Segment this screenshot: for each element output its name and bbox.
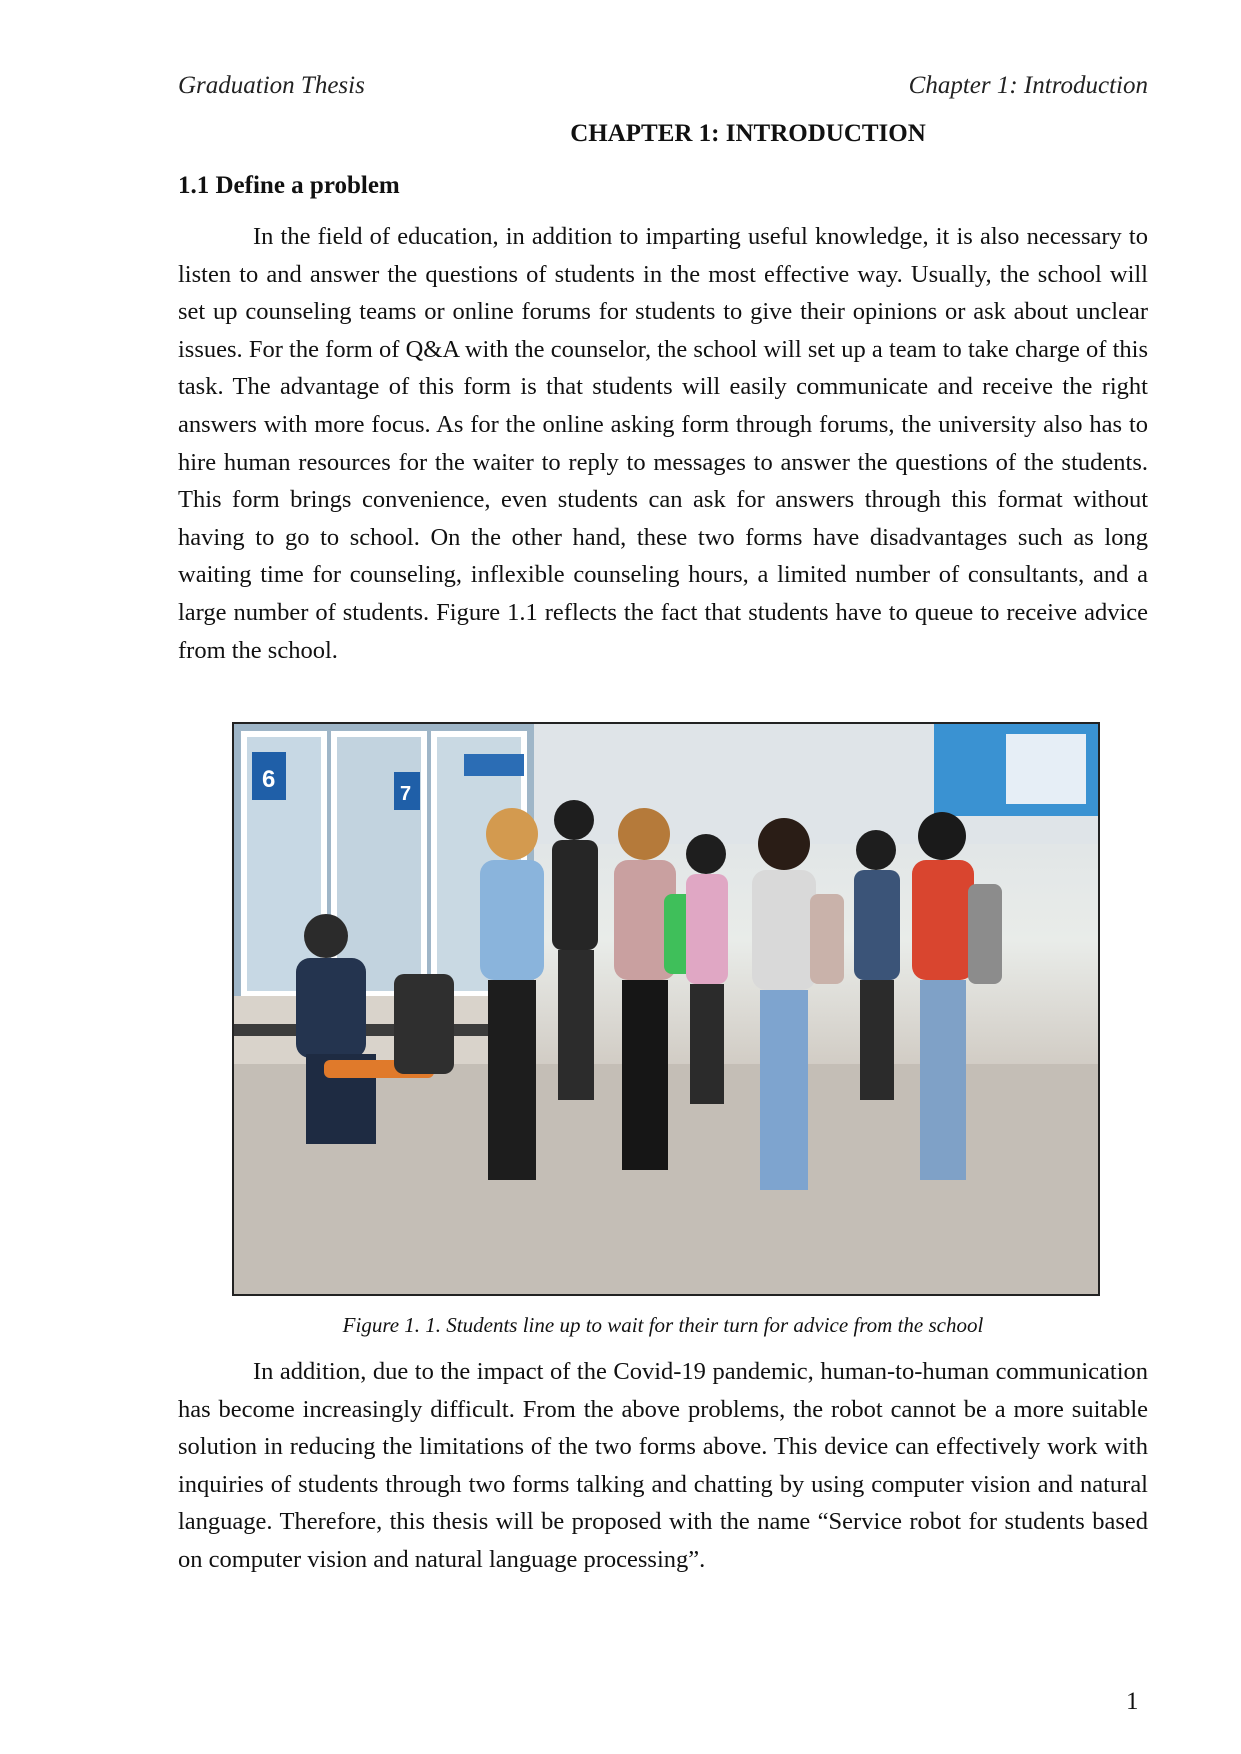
paragraph-1: In the field of education, in addition to imparting useful knowledge, it is also necessary to listen to and answer the questions of students in the most effective way. Usually, the school will set up counseling teams or online forums for students to give their opinions or ask about unclear issues. For the form of Q&A with the counselor, the school will set up a team to take charge of this task. The advantage of this form is that students will easily communicate and receive the right answers with more focus. As for the online asking form through forums, the university also has to hire human resources for the waiter to reply to messages to answer the questions of the students. This form brings convenience, even students can ask for answers through this format without having to go to school. On the other hand, these two forms have disadvantages such as long waiting time for counseling, inflexible counseling hours, a limited number of consultants, and a large number of students. Figure 1.1 reflects the fact that students have to queue to receive advice from the school. — [178, 223, 1148, 664]
chair-back — [394, 974, 454, 1074]
running-header — [178, 72, 1148, 100]
student-body — [296, 958, 366, 1058]
window-number: 6 — [262, 766, 276, 793]
window-number: 7 — [400, 783, 412, 805]
page-number: 1 — [1126, 1688, 1139, 1715]
header-left: Graduation Thesis — [178, 72, 365, 99]
info-board-photo — [1006, 734, 1086, 804]
paragraph-2: In addition, due to the impact of the Covid-19 pandemic, human-to-human communication has become increasingly difficult. From the above problems, the robot cannot be a more suitable solution in reducing the limitations of the two forms above. This device can effectively work with inquiries of students through two forms talking and chatting by using computer vision and natural language. Therefore, this thesis will be proposed with the name “Service robot for students based on computer vision and natural language processing”. — [178, 1358, 1148, 1573]
figure-caption: Figure 1. 1. Students line up to wait for their turn for advice from the school — [342, 1313, 984, 1337]
student-head — [304, 914, 348, 958]
photo-illustration — [234, 724, 1098, 1294]
chapter-title — [178, 120, 1238, 148]
header-right: Chapter 1: Introduction — [908, 72, 1148, 99]
window-sign — [464, 754, 524, 776]
figure-photo — [232, 722, 1100, 1296]
section-heading: 1.1 Define a problem — [178, 172, 400, 199]
chapter-title-text: CHAPTER 1: INTRODUCTION — [570, 120, 926, 147]
